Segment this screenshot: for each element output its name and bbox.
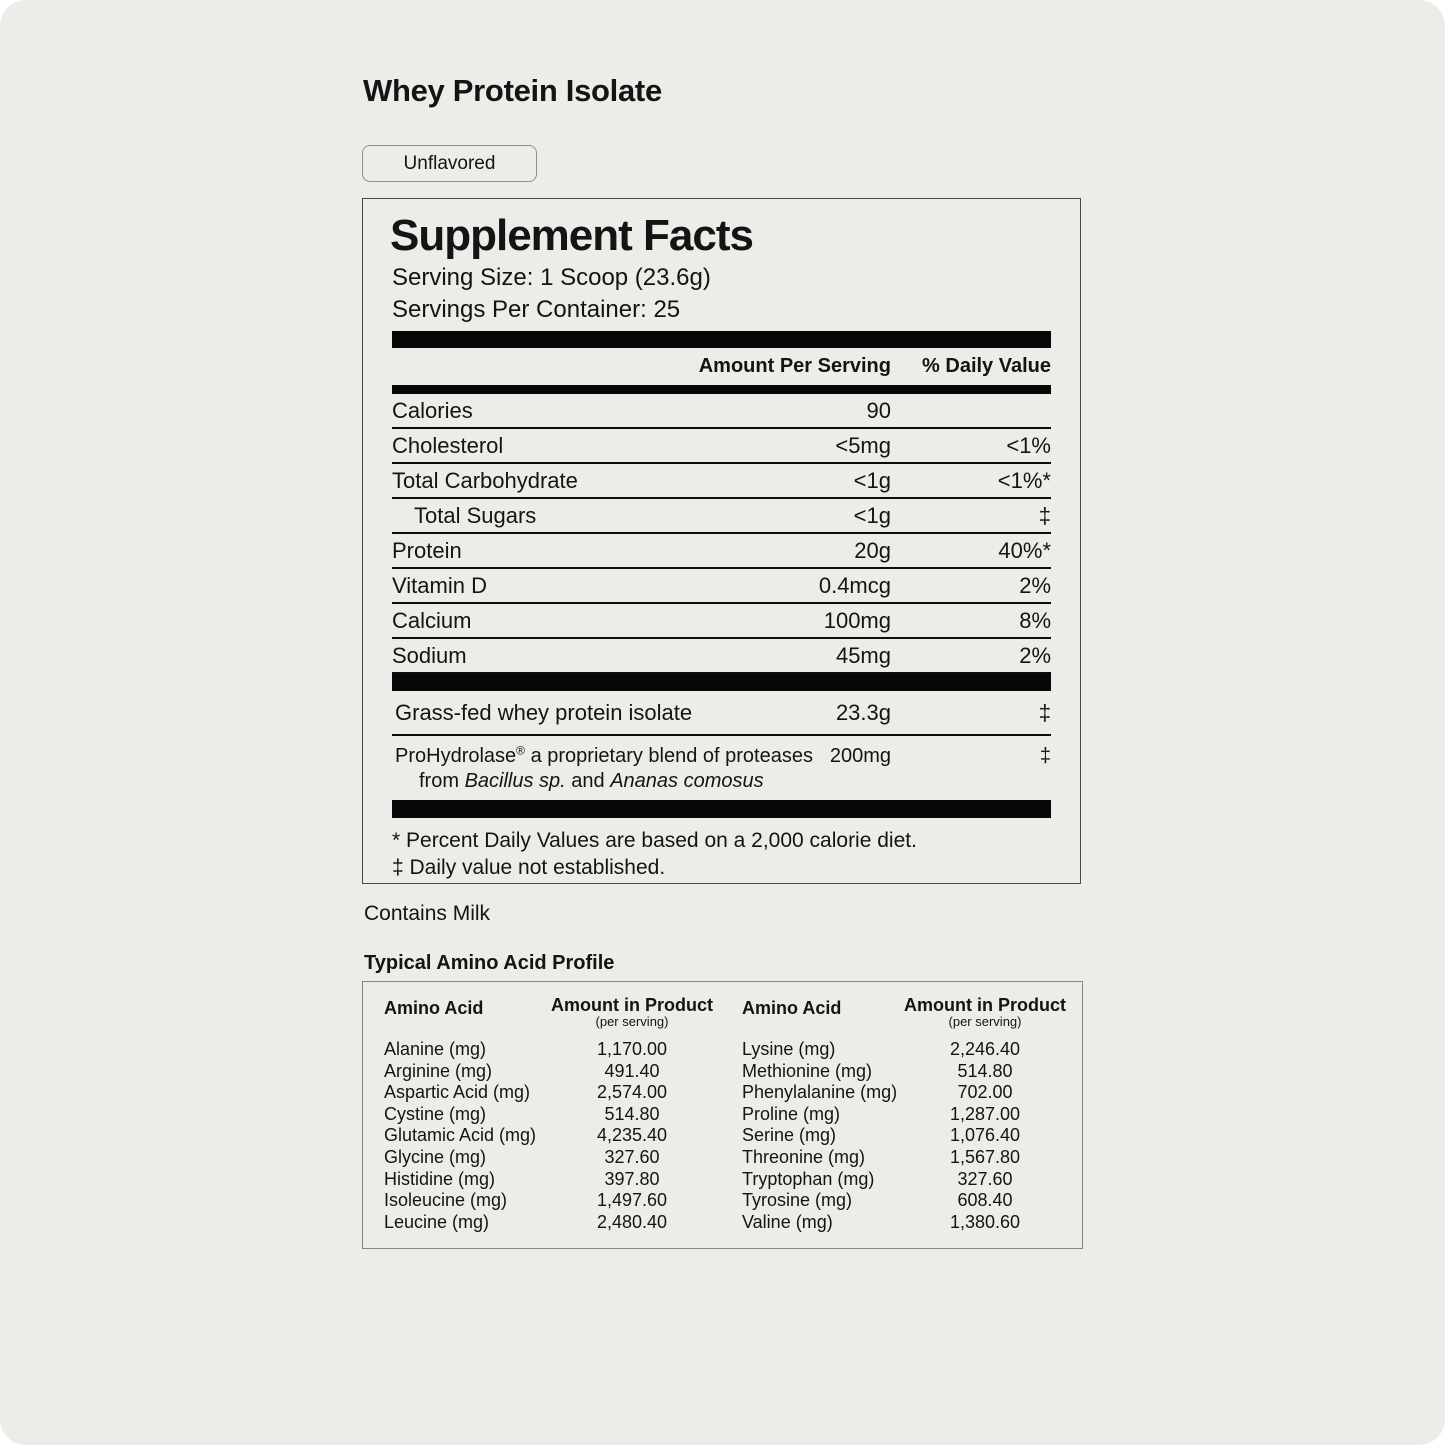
nutrient-row — [392, 569, 1051, 604]
amino-acid-value: 2,246.40 — [949, 1039, 1021, 1059]
amino-acid-value: 327.60 — [957, 1168, 1013, 1189]
amino-acid-name: Threonine (mg) — [742, 1146, 866, 1167]
amino-acid-value: 1,076.40 — [949, 1125, 1021, 1146]
amino-acid-value: 1,170.00 — [596, 1039, 668, 1059]
amino-acid-value: 1,380.60 — [949, 1211, 1021, 1232]
nutrient-row — [392, 394, 1051, 429]
amino-acid-value: 2,574.00 — [596, 1082, 668, 1103]
amino-acid-name: Alanine (mg) — [384, 1039, 487, 1059]
column-amino-acid: Amino Acid — [742, 998, 842, 1018]
blend-row-grass-fed — [392, 691, 1051, 736]
nutrient-daily-value: 40%* — [998, 537, 1051, 563]
amino-acid-value: 1,497.60 — [596, 1190, 668, 1211]
blend-label: ProHydrolase® a proprietary blend of proteases from Bacillus sp. and Ananas comosus — [395, 743, 813, 792]
species-name: Ananas comosus — [610, 770, 764, 792]
nutrient-label: Total Carbohydrate — [392, 467, 578, 493]
column-amount-per-serving: Amount Per Serving — [698, 355, 891, 377]
amino-acid-name: Cystine (mg) — [384, 1103, 487, 1124]
amino-acid-name: Arginine (mg) — [384, 1060, 493, 1081]
amino-acid-value: 327.60 — [604, 1146, 660, 1167]
column-amount-in-product: Amount in Product (per serving) — [551, 995, 713, 1029]
supplement-facts-panel — [362, 198, 1081, 884]
blend-daily-value: ‡ — [1039, 745, 1051, 767]
nutrient-label: Vitamin D — [392, 572, 487, 598]
amino-acid-value: 4,235.40 — [596, 1125, 668, 1146]
nutrient-amount: 100mg — [823, 607, 891, 633]
amino-acid-name: Proline (mg) — [742, 1103, 841, 1124]
column-amount-in-product: Amount in Product (per serving) — [904, 995, 1066, 1029]
nutrient-amount: 90 — [866, 397, 891, 423]
species-name: Bacillus sp. — [464, 770, 566, 792]
page-title: Whey Protein Isolate — [363, 73, 662, 108]
amino-acid-name: Tyrosine (mg) — [742, 1190, 853, 1211]
amino-acid-table — [362, 981, 1083, 1249]
amino-acid-name: Aspartic Acid (mg) — [384, 1082, 531, 1103]
amino-acid-name: Glutamic Acid (mg) — [384, 1125, 537, 1146]
amino-acid-name: Phenylalanine (mg) — [742, 1082, 898, 1103]
column-amino-acid: Amino Acid — [384, 998, 484, 1018]
nutrient-row — [392, 604, 1051, 639]
nutrient-row — [392, 464, 1051, 499]
amino-acid-value: 514.80 — [604, 1103, 660, 1124]
nutrient-label: Calories — [392, 397, 473, 423]
amino-acid-value: 1,287.00 — [949, 1103, 1021, 1124]
nutrient-daily-value: ‡ — [1038, 502, 1051, 528]
amino-acid-value: 491.40 — [604, 1060, 660, 1081]
nutrient-row — [392, 534, 1051, 569]
registered-trademark: ® — [516, 743, 526, 758]
footnote-not-established: ‡ Daily value not established. — [392, 856, 666, 879]
nutrient-label: Cholesterol — [392, 432, 504, 458]
blend-amount: 23.3g — [835, 699, 891, 725]
nutrient-amount: 20g — [854, 537, 891, 563]
product-content — [362, 0, 1083, 1249]
amino-profile-heading: Typical Amino Acid Profile — [364, 952, 615, 974]
amino-acid-name: Tryptophan (mg) — [742, 1168, 875, 1189]
footnotes — [392, 827, 1051, 881]
amino-acid-value: 2,480.40 — [596, 1211, 668, 1232]
allergen-note: Contains Milk — [364, 902, 491, 925]
nutrient-label: Calcium — [392, 607, 472, 633]
amino-acid-name: Lysine (mg) — [742, 1039, 836, 1059]
amino-acid-name: Histidine (mg) — [384, 1168, 496, 1189]
serving-size: Serving Size: 1 Scoop (23.6g) — [392, 264, 711, 291]
amino-acid-name: Valine (mg) — [742, 1211, 833, 1232]
nutrient-row — [392, 639, 1051, 674]
blend-amount: 200mg — [829, 745, 891, 767]
nutrient-amount: <1g — [853, 467, 891, 493]
column-daily-value: % Daily Value — [922, 355, 1051, 377]
nutrient-amount: 45mg — [835, 642, 891, 668]
amino-acid-value: 608.40 — [957, 1190, 1013, 1211]
blend-label: Grass-fed whey protein isolate — [395, 699, 693, 725]
nutrient-daily-value: 2% — [1019, 642, 1051, 668]
nutrient-daily-value: <1%* — [997, 467, 1051, 493]
nutrient-amount: 0.4mcg — [818, 572, 891, 598]
amino-acid-name: Methionine (mg) — [742, 1060, 873, 1081]
nutrient-row — [392, 499, 1051, 534]
nutrient-label: Protein — [392, 537, 462, 563]
amino-acid-value: 1,567.80 — [949, 1146, 1021, 1167]
amino-acid-name: Glycine (mg) — [384, 1146, 487, 1167]
facts-header-row — [392, 348, 1051, 385]
amino-acid-name: Serine (mg) — [742, 1125, 837, 1146]
amino-table-left — [384, 995, 718, 1233]
divider-bar-top — [392, 331, 1051, 348]
nutrient-daily-value: 8% — [1019, 607, 1051, 633]
servings-per-container: Servings Per Container: 25 — [392, 296, 681, 323]
amino-table-right — [742, 995, 1068, 1233]
divider-bar-bottom — [392, 800, 1051, 818]
footnote-daily-values: * Percent Daily Values are based on a 2,000 calorie diet. — [392, 829, 917, 852]
flavor-chip-label: Unflavored — [403, 152, 496, 174]
blend-row-prohydrolase — [392, 736, 1051, 800]
nutrient-row — [392, 429, 1051, 464]
supplement-facts-heading: Supplement Facts — [390, 211, 753, 260]
amino-acid-name: Isoleucine (mg) — [384, 1190, 508, 1211]
blend-daily-value: ‡ — [1038, 699, 1051, 725]
nutrient-daily-value: <1% — [1006, 432, 1051, 458]
nutrient-amount: <1g — [853, 502, 891, 528]
amino-acid-value: 702.00 — [957, 1082, 1013, 1103]
flavor-chip-unflavored[interactable] — [362, 145, 537, 182]
nutrient-label: Sodium — [392, 642, 467, 668]
nutrient-daily-value: 2% — [1019, 572, 1051, 598]
amino-acid-value: 397.80 — [604, 1168, 660, 1189]
nutrient-amount: <5mg — [835, 432, 891, 458]
nutrient-rows — [392, 394, 1051, 674]
amino-acid-name: Leucine (mg) — [384, 1211, 490, 1232]
nutrient-label: Total Sugars — [414, 502, 537, 528]
divider-bar-middle — [392, 674, 1051, 691]
amino-acid-value: 514.80 — [957, 1060, 1013, 1081]
divider-bar-header — [392, 385, 1051, 394]
